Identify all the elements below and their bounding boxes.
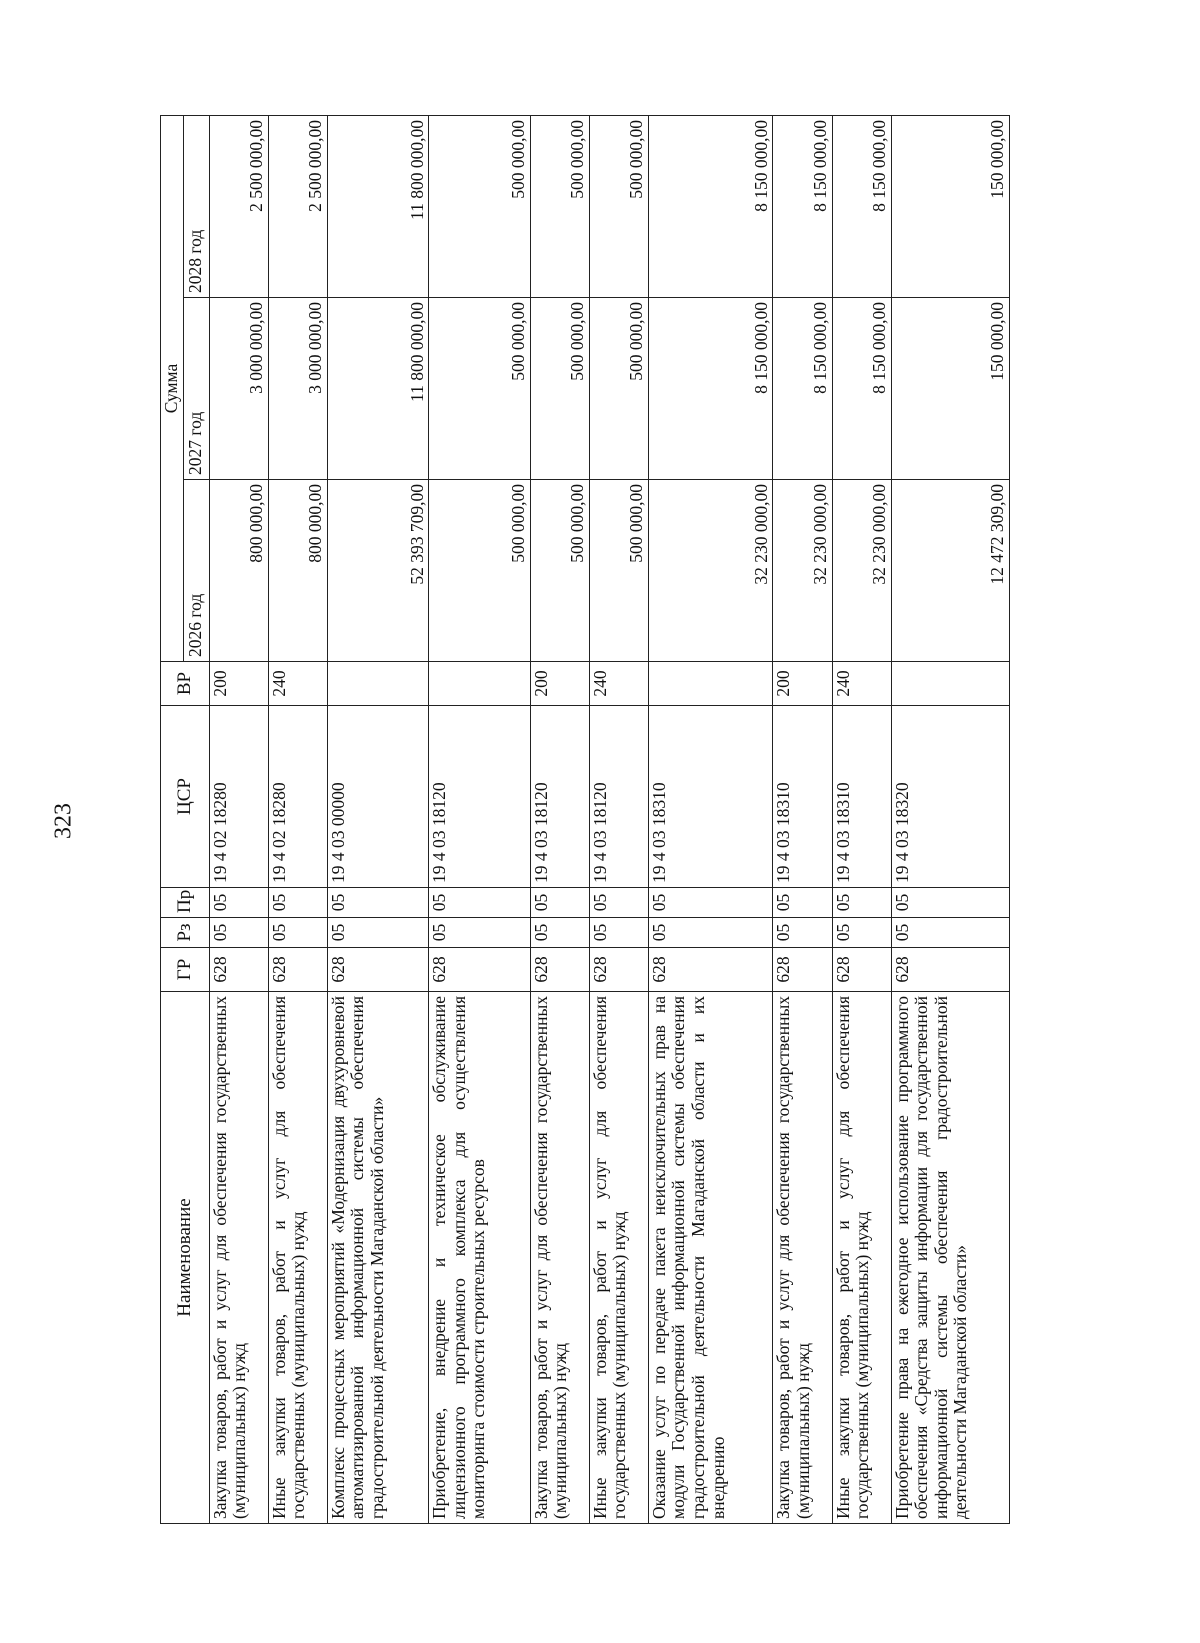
- row-name: Оказание услуг по передаче пакета неисключительных прав на модули Государственной информационной системы обеспечения градостроительной деятельности Магаданской области и их внедрению: [648, 992, 773, 1524]
- row-sum-2026: 500 000,00: [429, 480, 530, 662]
- row-gr: 628: [773, 948, 832, 992]
- header-csr: ЦСР: [161, 706, 210, 888]
- table-row: [429, 115, 530, 1523]
- row-sum-2027: 8 150 000,00: [773, 298, 832, 480]
- table-header: [161, 115, 210, 1523]
- row-sum-2028: 500 000,00: [530, 115, 589, 297]
- row-vr: 200: [209, 662, 268, 706]
- row-vr: 200: [530, 662, 589, 706]
- row-name: Приобретение, внедрение и техническое обслуживание лицензионного программного комплекса для осуществления мониторинга стоимости строительных ресурсов: [429, 992, 530, 1524]
- row-csr: 19 4 03 18310: [832, 706, 891, 888]
- row-sum-2028: 500 000,00: [589, 115, 648, 297]
- row-csr: 19 4 03 00000: [327, 706, 428, 888]
- row-sum-2026: 800 000,00: [209, 480, 268, 662]
- row-gr: 628: [209, 948, 268, 992]
- row-gr: 628: [268, 948, 327, 992]
- row-sum-2028: 150 000,00: [891, 115, 1009, 297]
- header-name: Наименование: [161, 992, 210, 1524]
- row-csr: 19 4 02 18280: [209, 706, 268, 888]
- row-sum-2027: 150 000,00: [891, 298, 1009, 480]
- row-sum-2027: 11 800 000,00: [327, 298, 428, 480]
- row-pr: 05: [832, 888, 891, 918]
- row-name: Иные закупки товаров, работ и услуг для обеспечения государственных (муниципальных) нужд: [832, 992, 891, 1524]
- row-csr: 19 4 02 18280: [268, 706, 327, 888]
- row-gr: 628: [429, 948, 530, 992]
- header-sum: Сумма: [161, 115, 184, 661]
- row-name: Закупка товаров, работ и услуг для обеспечения государственных (муниципальных) нужд: [209, 992, 268, 1524]
- row-vr: [891, 662, 1009, 706]
- row-rz: 05: [773, 918, 832, 948]
- page-number: 323: [50, 803, 77, 839]
- row-pr: 05: [773, 888, 832, 918]
- row-rz: 05: [268, 918, 327, 948]
- row-rz: 05: [209, 918, 268, 948]
- row-vr: 240: [589, 662, 648, 706]
- row-name: Закупка товаров, работ и услуг для обеспечения государственных (муниципальных) нужд: [773, 992, 832, 1524]
- row-name: Закупка товаров, работ и услуг для обеспечения государственных (муниципальных) нужд: [530, 992, 589, 1524]
- row-sum-2028: 8 150 000,00: [648, 115, 773, 297]
- row-sum-2026: 52 393 709,00: [327, 480, 428, 662]
- row-name: Иные закупки товаров, работ и услуг для обеспечения государственных (муниципальных) нужд: [589, 992, 648, 1524]
- row-pr: 05: [648, 888, 773, 918]
- row-sum-2027: 3 000 000,00: [268, 298, 327, 480]
- row-rz: 05: [327, 918, 428, 948]
- row-rz: 05: [891, 918, 1009, 948]
- row-sum-2027: 3 000 000,00: [209, 298, 268, 480]
- table-row: [209, 115, 268, 1523]
- header-pr: Пр: [161, 888, 210, 918]
- row-gr: 628: [832, 948, 891, 992]
- row-sum-2026: 32 230 000,00: [648, 480, 773, 662]
- row-sum-2026: 32 230 000,00: [773, 480, 832, 662]
- table-row: [773, 115, 832, 1523]
- row-sum-2027: 8 150 000,00: [648, 298, 773, 480]
- row-gr: 628: [327, 948, 428, 992]
- row-rz: 05: [429, 918, 530, 948]
- table-row: [589, 115, 648, 1523]
- row-pr: 05: [891, 888, 1009, 918]
- row-gr: 628: [530, 948, 589, 992]
- row-vr: [429, 662, 530, 706]
- row-pr: 05: [530, 888, 589, 918]
- table-row: [648, 115, 773, 1523]
- row-sum-2026: 500 000,00: [589, 480, 648, 662]
- row-rz: 05: [832, 918, 891, 948]
- row-vr: [327, 662, 428, 706]
- header-rz: Рз: [161, 918, 210, 948]
- row-pr: 05: [429, 888, 530, 918]
- header-vr: ВР: [161, 662, 210, 706]
- row-sum-2028: 500 000,00: [429, 115, 530, 297]
- row-vr: 200: [773, 662, 832, 706]
- row-pr: 05: [589, 888, 648, 918]
- row-sum-2027: 500 000,00: [530, 298, 589, 480]
- row-csr: 19 4 03 18320: [891, 706, 1009, 888]
- rotated-page-content: [160, 116, 1010, 1524]
- header-gr: ГР: [161, 948, 210, 992]
- row-csr: 19 4 03 18120: [429, 706, 530, 888]
- row-pr: 05: [327, 888, 428, 918]
- row-sum-2028: 8 150 000,00: [773, 115, 832, 297]
- header-year-2026: 2026 год: [183, 480, 209, 662]
- row-vr: [648, 662, 773, 706]
- row-sum-2027: 500 000,00: [589, 298, 648, 480]
- row-sum-2028: 2 500 000,00: [209, 115, 268, 297]
- row-sum-2026: 500 000,00: [530, 480, 589, 662]
- row-csr: 19 4 03 18120: [530, 706, 589, 888]
- row-sum-2028: 2 500 000,00: [268, 115, 327, 297]
- row-rz: 05: [530, 918, 589, 948]
- row-pr: 05: [268, 888, 327, 918]
- row-gr: 628: [648, 948, 773, 992]
- row-gr: 628: [891, 948, 1009, 992]
- row-vr: 240: [268, 662, 327, 706]
- header-year-2028: 2028 год: [183, 115, 209, 297]
- row-name: Иные закупки товаров, работ и услуг для обеспечения государственных (муниципальных) нужд: [268, 992, 327, 1524]
- row-csr: 19 4 03 18310: [773, 706, 832, 888]
- row-sum-2026: 12 472 309,00: [891, 480, 1009, 662]
- row-sum-2026: 32 230 000,00: [832, 480, 891, 662]
- table-row: [832, 115, 891, 1523]
- row-name: Комплекс процессных мероприятий «Модернизация двухуровневой автоматизированной информационной системы обеспечения градостроительной деятельности Магаданской области»: [327, 992, 428, 1524]
- row-vr: 240: [832, 662, 891, 706]
- table-row: [530, 115, 589, 1523]
- table-row: [268, 115, 327, 1523]
- table-row: [891, 115, 1009, 1523]
- row-gr: 628: [589, 948, 648, 992]
- budget-table: [160, 115, 1010, 1524]
- row-sum-2026: 800 000,00: [268, 480, 327, 662]
- row-rz: 05: [589, 918, 648, 948]
- row-rz: 05: [648, 918, 773, 948]
- table-body: [209, 115, 1009, 1523]
- row-csr: 19 4 03 18310: [648, 706, 773, 888]
- row-sum-2028: 11 800 000,00: [327, 115, 428, 297]
- table-row: [327, 115, 428, 1523]
- row-csr: 19 4 03 18120: [589, 706, 648, 888]
- row-sum-2028: 8 150 000,00: [832, 115, 891, 297]
- row-sum-2027: 8 150 000,00: [832, 298, 891, 480]
- row-pr: 05: [209, 888, 268, 918]
- header-year-2027: 2027 год: [183, 298, 209, 480]
- row-name: Приобретение права на ежегодное использование программного обеспечения «Средства защиты информации для государственной информационной системы обеспечения градостроительной деятельности Магаданской области»: [891, 992, 1009, 1524]
- row-sum-2027: 500 000,00: [429, 298, 530, 480]
